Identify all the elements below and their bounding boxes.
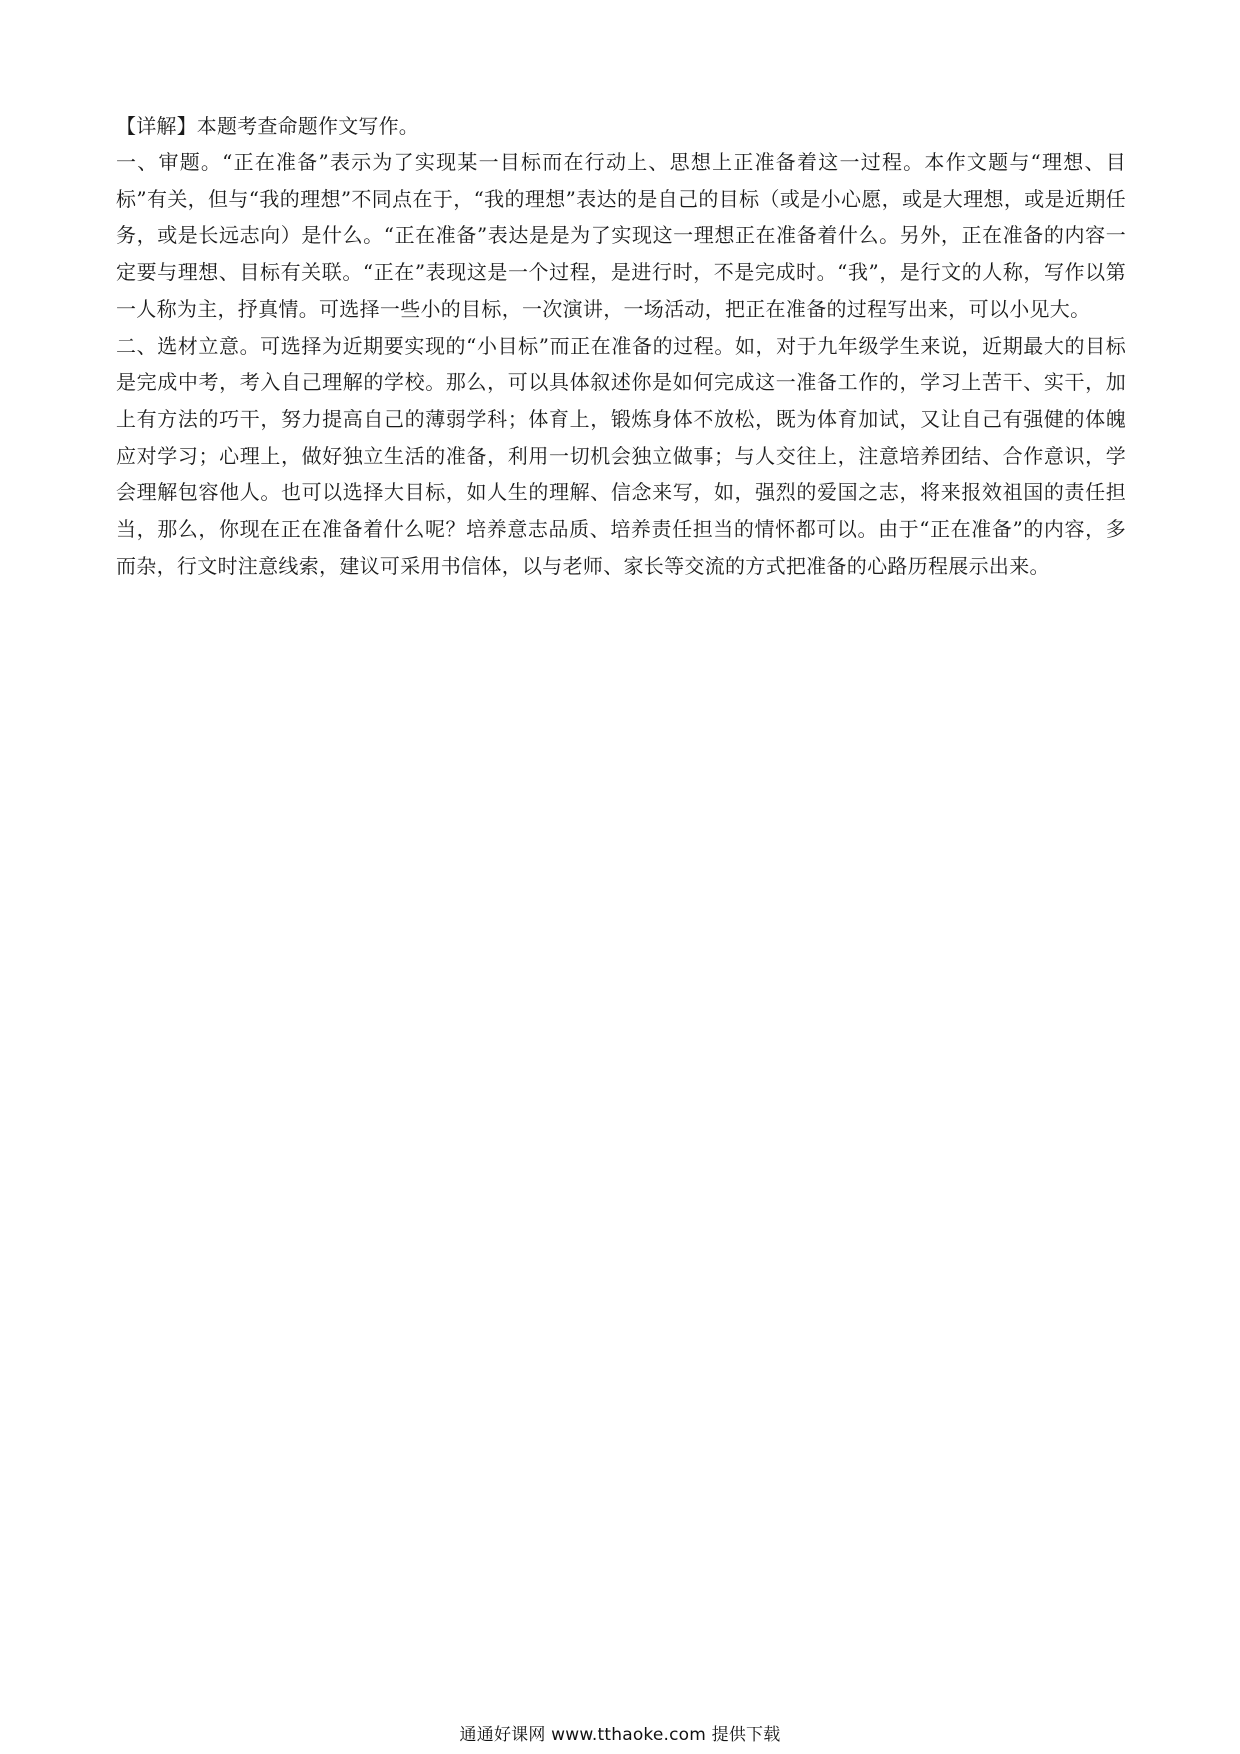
document-body xyxy=(116,108,1126,584)
page-footer: 通通好课网 www.tthaoke.com 提供下载 xyxy=(459,1725,781,1745)
paragraph-topic-analysis: 一、审题。“正在准备”表示为了实现某一目标而在行动上、思想上正准备着这一过程。本作文题与“理想、目标”有关，但与“我的理想”不同点在于，“我的理想”表达的是自己的目标（或是小心愿，或是大理想，或是近期任务，或是长远志向）是什么。“正在准备”表达是是为了实现这一理想正在准备着什么。另外，正在准备的内容一定要与理想、目标有关联。“正在”表现这是一个过程，是进行时，不是完成时。“我”，是行文的人称，写作以第一人称为主，抒真情。可选择一些小的目标，一次演讲，一场活动，把正在准备的过程写出来，可以小见大。 xyxy=(116,150,1126,321)
answer-heading: 【详解】本题考查命题作文写作。 xyxy=(116,114,419,138)
paragraph-material-selection: 二、选材立意。可选择为近期要实现的“小目标”而正在准备的过程。如，对于九年级学生来说，近期最大的目标是完成中考，考入自己理解的学校。那么，可以具体叙述你是如何完成这一准备工作的，学习上苦干、实干，加上有方法的巧干，努力提高自己的薄弱学科；体育上，锻炼身体不放松，既为体育加试，又让自己有强健的体魄应对学习；心理上，做好独立生活的准备，利用一切机会独立做事；与人交往上，注意培养团结、合作意识，学会理解包容他人。也可以选择大目标，如人生的理解、信念来写，如，强烈的爱国之志，将来报效祖国的责任担当，那么，你现在正在准备着什么呢？培养意志品质、培养责任担当的情怀都可以。由于“正在准备”的内容，多而杂，行文时注意线索，建议可采用书信体，以与老师、家长等交流的方式把准备的心路历程展示出来。 xyxy=(116,333,1126,578)
